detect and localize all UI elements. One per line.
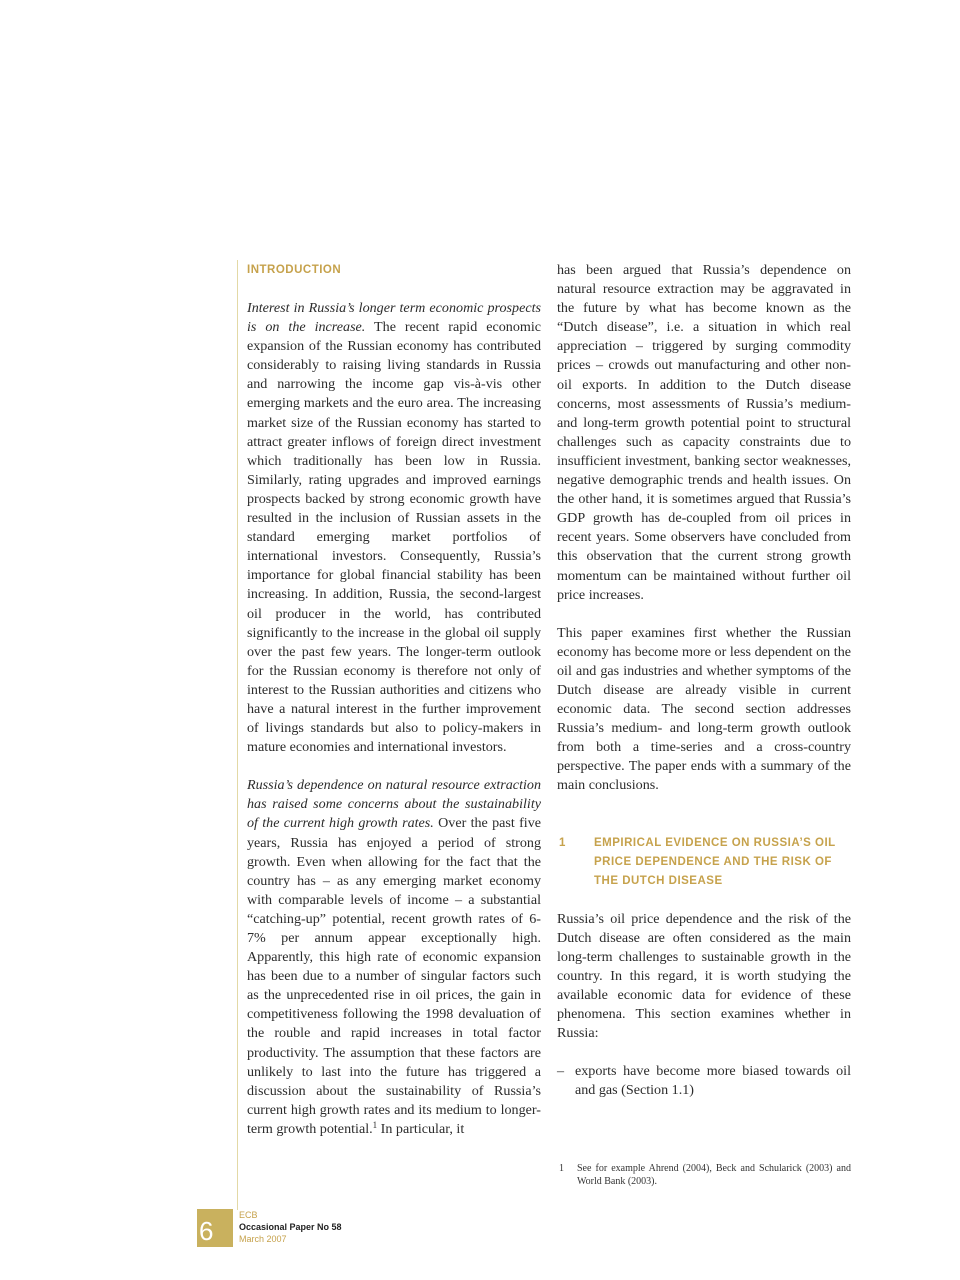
paragraph-lead: Russia’s dependence on natural resource extraction has raised some concerns about the sustainability of the current high growth rates. [247,777,541,832]
footer-publisher: ECB [239,1210,258,1220]
paragraph [247,776,541,1139]
paragraph: Russia’s oil price dependence and the risk of the Dutch disease are often considered as the main long-term challenges to sustainable growth in the country. In this regard, it is worth studying the available economic data for evidence of these phenomena. This section examines whether in Russia: [557,910,851,1042]
list-item [557,1062,851,1100]
column-rule [237,260,238,1210]
paragraph-lead: Interest in Russia’s longer term economic prospects is on the increase. [247,300,541,336]
paragraph [247,299,541,757]
footer-series: Occasional Paper No 58 [239,1222,342,1232]
dash-marker: – [557,1063,565,1080]
paragraph-body: The recent rapid economic expansion of the Russian economy has contributed considerably to raising living standards in Russia and narrowing the income gap vis-à-vis other emerging markets and the euro area. The increasing market size of the Russian economy has started to attract greater inflows of foreign direct investment which traditionally has been low in Russia. Similarly, rating upgrades and improved earnings prospects backed by strong economic growth have resulted in the inclusion of Russian assets in the standard emerging market portfolios of international investors. Consequently, Russia’s importance for global financial stability has been increasing. In addition, Russia, the second-largest oil producer in the world, has contributed significantly to the increase in the global oil supply over the past few years. The longer-term outlook for the Russian economy is therefore not only of interest to the Russian authorities and citizens who have a natural interest in the further improvement of livings standards but also to policy-makers in mature economies and international investors. [247,319,542,756]
footnote [557,1162,851,1188]
section-title: EMPIRICAL EVIDENCE ON RUSSIA’S OIL PRICE DEPENDENCE AND THE RISK OF THE DUTCH DISEASE [594,836,836,887]
left-column [247,261,541,1139]
section-number: 1 [559,836,566,849]
footnote-text: See for example Ahrend (2004), Beck and Schularick (2003) and World Bank (2003). [577,1163,851,1187]
section-heading-introduction: INTRODUCTION [247,264,342,276]
paragraph: has been argued that Russia’s dependence on natural resource extraction may be aggravated in the future by what has become known as the “Dutch disease”, i.e. a situation in which real appreciation – triggered by surging commodity prices – crowds out manufacturing and other non-oil exports. In addition to the Dutch disease concerns, most assessments of Russia’s medium- and long-term growth potential point to structural challenges such as capacity constraints due to insufficient investment, banking sector weaknesses, negative demographic trends and health issues. On the other hand, it is sometimes argued that Russia’s GDP growth has de-coupled from oil prices in recent years. Some observers have concluded from this observation that the current strong growth momentum can be maintained without further oil price increases. [557,262,851,603]
footer [239,1209,342,1245]
right-column [557,261,851,1100]
list-item-text: exports have become more biased towards oil and gas (Section 1.1) [575,1063,851,1099]
paragraph-tail: In particular, it [377,1120,465,1137]
footnote-reference: 1 [372,1119,378,1130]
bullet-list [557,1062,851,1100]
paragraph-body: Over the past five years, Russia has enjoyed a period of strong growth. Even when allowing for the fact that the country has – as any emerging market economy with comparable levels of income – a substantial “catching-up” potential, recent growth rates of 6-7% per annum appear exceptionally high. Apparently, this high rate of economic expansion has been due to a number of singular factors such as the unprecedented rise in oil prices, the gain in competitiveness following the 1998 devaluation of the rouble and rapid increases in total factor productivity. The assumption that these factors are unlikely to last into the future has triggered a discussion about the sustainability of Russia’s current high growth rates and its medium to longer-term growth potential. [247,815,541,1137]
paragraph: This paper examines first whether the Russian economy has become more or less dependent on the oil and gas industries and whether symptoms of the Dutch disease are already visible in current economic data. The second section addresses Russia’s medium- and long-term growth outlook from both a time-series and a cross-country perspective. The paper ends with a summary of the main conclusions. [557,624,851,794]
section-heading [557,834,851,891]
footer-date: March 2007 [239,1234,287,1244]
page-number: 6 [199,1216,214,1246]
footnote-number: 1 [559,1163,564,1174]
